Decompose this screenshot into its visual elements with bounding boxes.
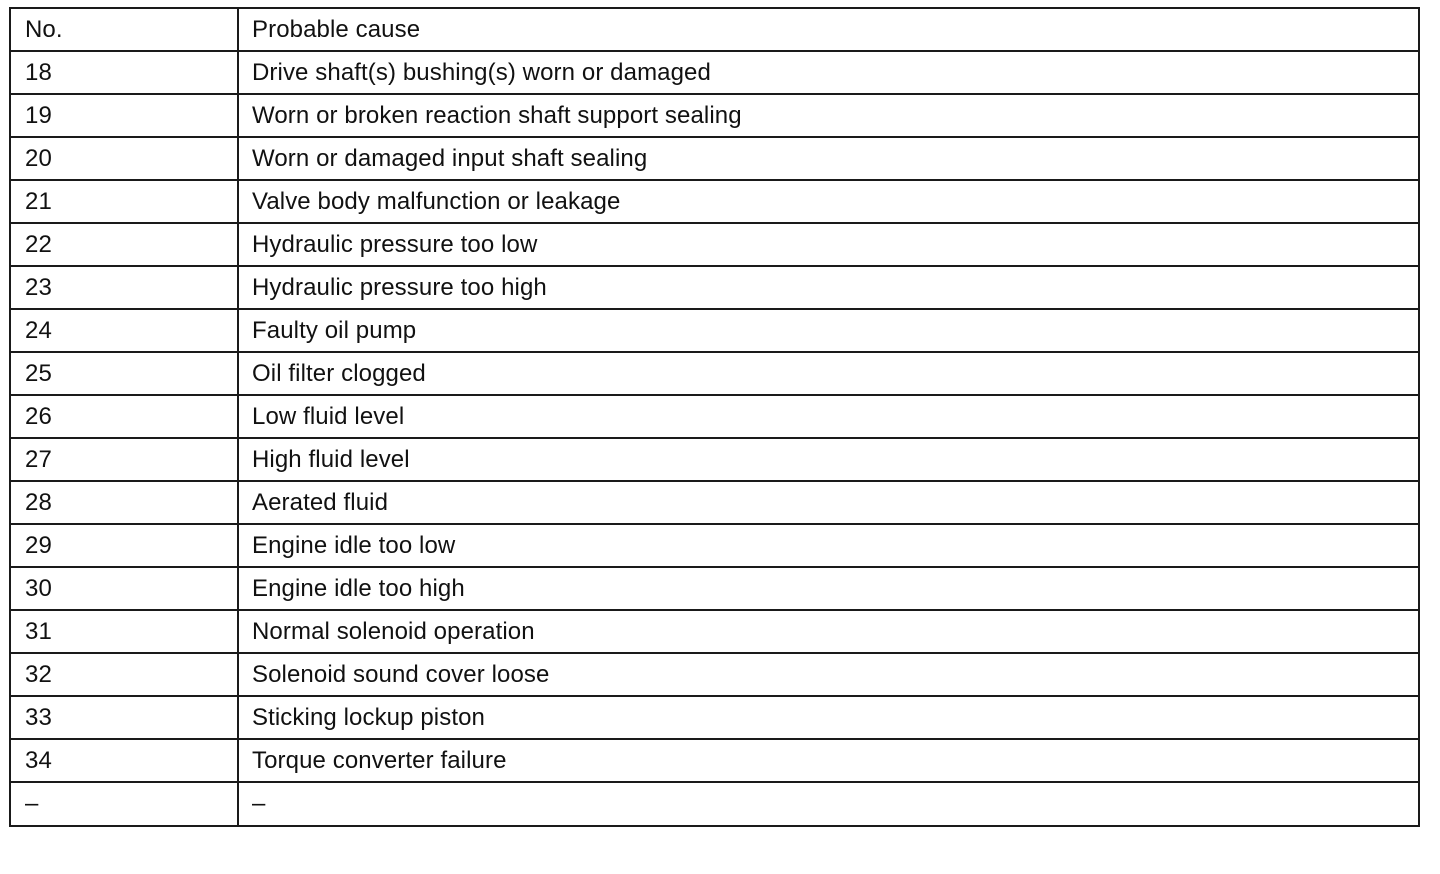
- row-number: 28: [10, 481, 238, 524]
- row-cause: Torque converter failure: [238, 739, 1419, 782]
- row-number: 20: [10, 137, 238, 180]
- table-row: [10, 180, 1419, 223]
- table-row: [10, 567, 1419, 610]
- table-row: [10, 610, 1419, 653]
- row-cause: Aerated fluid: [238, 481, 1419, 524]
- table-row: [10, 653, 1419, 696]
- column-header-cause: Probable cause: [238, 8, 1419, 51]
- row-number: 33: [10, 696, 238, 739]
- table-row: [10, 524, 1419, 567]
- row-cause: Engine idle too high: [238, 567, 1419, 610]
- row-number: 23: [10, 266, 238, 309]
- row-number: 25: [10, 352, 238, 395]
- row-cause: Hydraulic pressure too low: [238, 223, 1419, 266]
- table-row: [10, 481, 1419, 524]
- table-row: [10, 94, 1419, 137]
- row-cause: Solenoid sound cover loose: [238, 653, 1419, 696]
- row-number: 34: [10, 739, 238, 782]
- row-cause: Hydraulic pressure too high: [238, 266, 1419, 309]
- table-row: [10, 696, 1419, 739]
- table-row: [10, 395, 1419, 438]
- row-number: 26: [10, 395, 238, 438]
- row-number: 30: [10, 567, 238, 610]
- table-row: [10, 309, 1419, 352]
- row-cause: High fluid level: [238, 438, 1419, 481]
- table-row: [10, 438, 1419, 481]
- probable-cause-table: [9, 7, 1420, 827]
- row-cause: Normal solenoid operation: [238, 610, 1419, 653]
- row-number: 24: [10, 309, 238, 352]
- table-header-row: [10, 8, 1419, 51]
- row-number: –: [10, 782, 238, 826]
- row-cause: Oil filter clogged: [238, 352, 1419, 395]
- row-cause: Faulty oil pump: [238, 309, 1419, 352]
- row-cause: Drive shaft(s) bushing(s) worn or damaged: [238, 51, 1419, 94]
- table-row: [10, 266, 1419, 309]
- row-number: 22: [10, 223, 238, 266]
- row-cause: Low fluid level: [238, 395, 1419, 438]
- column-header-number: No.: [10, 8, 238, 51]
- row-number: 19: [10, 94, 238, 137]
- table-row: [10, 137, 1419, 180]
- row-cause: Sticking lockup piston: [238, 696, 1419, 739]
- row-number: 21: [10, 180, 238, 223]
- row-cause: Valve body malfunction or leakage: [238, 180, 1419, 223]
- table-row: [10, 782, 1419, 826]
- row-number: 31: [10, 610, 238, 653]
- row-cause: Worn or broken reaction shaft support sealing: [238, 94, 1419, 137]
- row-number: 29: [10, 524, 238, 567]
- table-row: [10, 51, 1419, 94]
- row-number: 27: [10, 438, 238, 481]
- row-number: 18: [10, 51, 238, 94]
- row-cause: Worn or damaged input shaft sealing: [238, 137, 1419, 180]
- row-number: 32: [10, 653, 238, 696]
- row-cause: –: [238, 782, 1419, 826]
- table-row: [10, 352, 1419, 395]
- table-row: [10, 739, 1419, 782]
- table-row: [10, 223, 1419, 266]
- row-cause: Engine idle too low: [238, 524, 1419, 567]
